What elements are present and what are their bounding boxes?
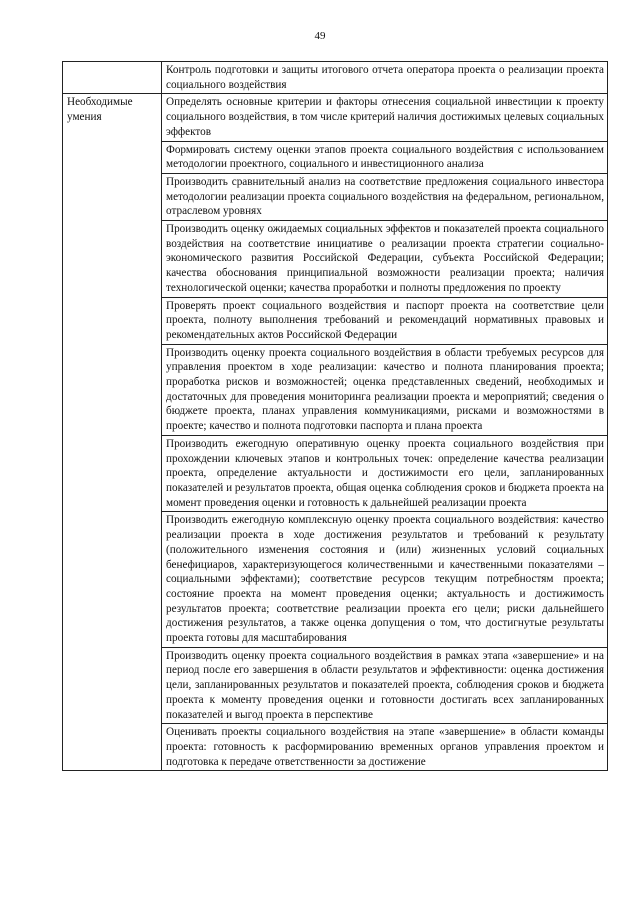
table-row <box>63 62 608 94</box>
row-text: Оценивать проекты социального воздействия на этапе «завершение» в области команды проекта: готовность к расформированию временных органов управления проектом и подготовка к передаче ответственности за достижение <box>162 724 608 771</box>
table-row <box>63 94 608 141</box>
row-text: Производить оценку ожидаемых социальных эффектов и показателей проекта социального воздействия на соответствие инициативе о реализации проекта стратегии социально-экономического развития Российской Федерации, субъекта Российской Федерации; качества обоснования принципиальной возможности реализации проекта; наличия технологической оценки; качества проработки и полноты предложения по проекту <box>162 221 608 298</box>
page-number: 49 <box>314 30 326 42</box>
row-text: Производить ежегодную оперативную оценку проекта социального воздействия при прохождении ключевых этапов и контрольных точек: определение качества реализации проекта, определение актуальности и достижимости его цели, запланированных показателей и результатов проекта, общая оценка соблюдения сроков и бюджета проекта на момент проведения оценки и готовность к дальнейшей реализации проекта <box>162 435 608 512</box>
skills-table <box>62 61 608 771</box>
row-text: Проверять проект социального воздействия и паспорт проекта на соответствие цели проекта, полноту выполнения требований и рекомендаций нормативных правовых и рекомендательных актов Российской Федерации <box>162 297 608 344</box>
row-text: Производить оценку проекта социального воздействия в области требуемых ресурсов для управления проектом в ходе реализации: качество и полнота планирования проекта; проработка рисков и возможностей; оценка представленных сведений, необходимых и достаточных для проведения мониторинга реализации проекта и мероприятий; сведения о бюджете проекта, планах управления коммуникациями, рисками и возможностями в проекте; качество и полнота подготовки паспорта и плана проекта <box>162 344 608 435</box>
row-text: Производить сравнительный анализ на соответствие предложения социального инвестора методологии реализации проекта социального воздействия на федеральном, региональном, отраслевом уровнях <box>162 173 608 220</box>
row-label <box>63 62 162 94</box>
row-text: Производить ежегодную комплексную оценку проекта социального воздействия: качество реализации проекта в ходе достижения результатов и требований к результату (положительного изменения состояния и (или) жизненных условий социальных бенефициаров, характеризующегося количественными и качественными показателями – социальными эффектами); соответствие ресурсов текущим потребностям проекта; состояние проекта на момент проведения оценки; актуальность и достижимость результатов проекта; соответствие реализации проекта его цели; риски дальнейшего достижения результатов, а также оценка допущения о том, что достигнутые результаты проекта готовы для масштабирования <box>162 512 608 647</box>
row-text: Определять основные критерии и факторы отнесения социальной инвестиции к проекту социального воздействия, в том числе критерий наличия достижимых целевых социальных эффектов <box>162 94 608 141</box>
row-text: Производить оценку проекта социального воздействия в рамках этапа «завершение» и на период после его завершения в области результатов и эффективности: оценка достижения цели, запланированных результатов и показателей проекта, соблюдения сроков и бюджета проекта к моменту проведения оценки и готовности достигать всех запланированных показателей и выгод проекта в перспективе <box>162 647 608 724</box>
row-label-required-skills: Необходимые умения <box>63 94 162 771</box>
row-text: Контроль подготовки и защиты итогового отчета оператора проекта о реализации проекта социального воздействия <box>162 62 608 94</box>
row-text: Формировать систему оценки этапов проекта социального воздействия с использованием методологии проектного, социального и инвестиционного анализа <box>162 141 608 173</box>
